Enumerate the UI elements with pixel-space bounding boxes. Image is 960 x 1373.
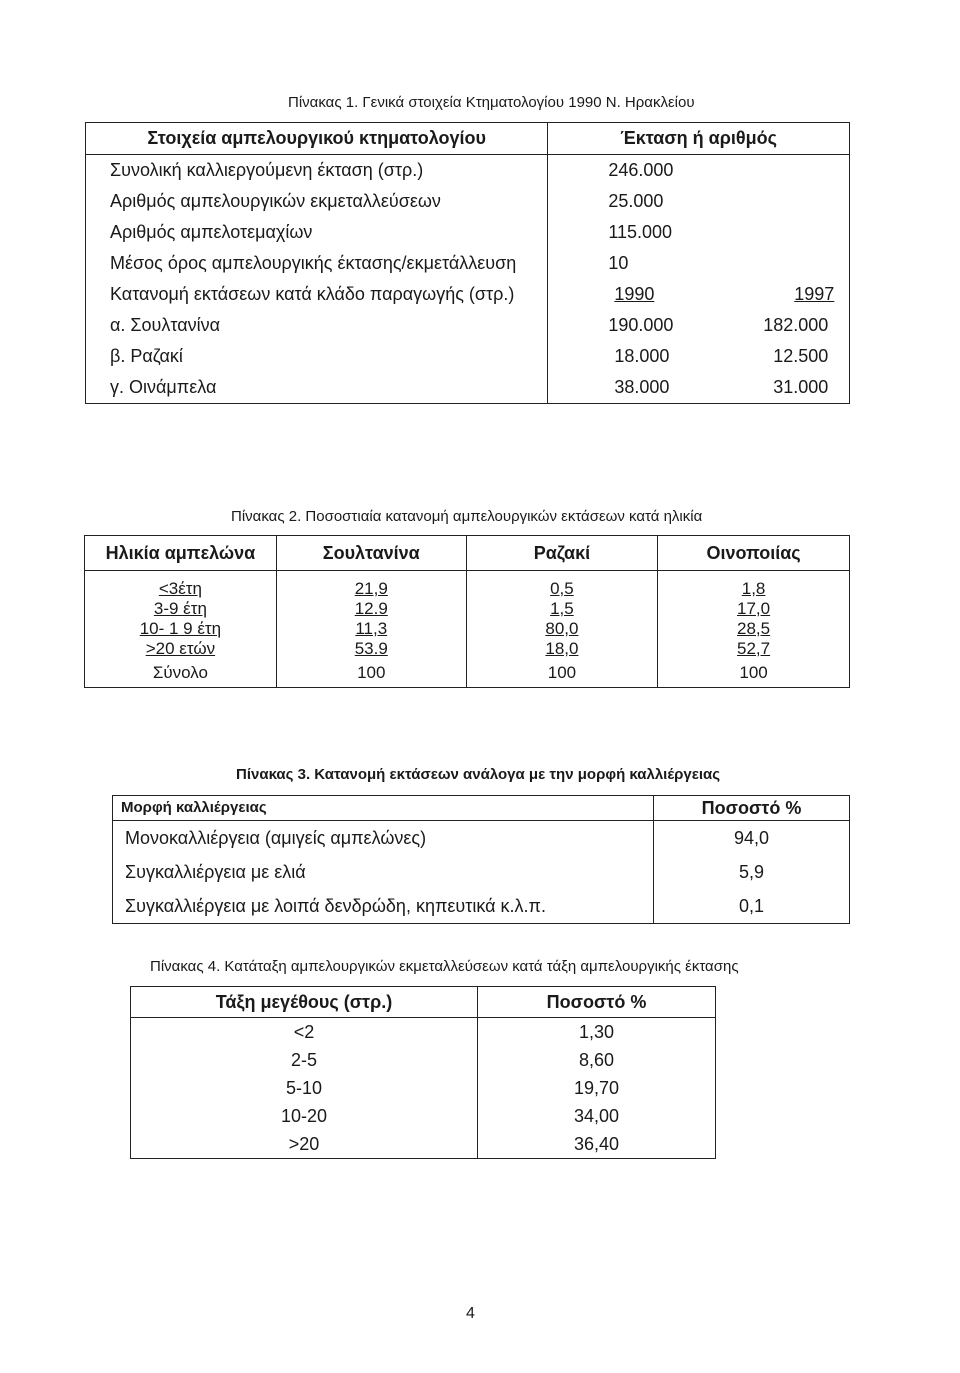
dist-label: Κατανομή εκτάσεων κατά κλάδο παραγωγής (στρ.)	[86, 279, 548, 310]
cell: 52,7	[658, 639, 850, 659]
table3	[112, 795, 850, 924]
table4-header-right: Ποσοστό %	[478, 987, 716, 1018]
year-1997: 1997	[794, 284, 835, 304]
row-value: 19,70	[573, 1078, 620, 1098]
cell: >20 ετών	[145, 639, 216, 658]
table-row	[86, 155, 850, 187]
row-label: Αριθμός αμπελουργικών εκμεταλλεύσεων	[86, 186, 548, 217]
row-label: γ. Οινάμπελα	[86, 372, 548, 404]
row-value: 8,60	[578, 1050, 615, 1070]
cell: 18,0	[466, 639, 657, 659]
table2-caption: Πίνακας 2. Ποσοστιαία κατανομή αμπελουργικών εκτάσεων κατά ηλικία	[231, 508, 703, 525]
table-row	[131, 1046, 716, 1074]
row-value: 34,00	[573, 1106, 620, 1126]
table-row	[113, 889, 850, 924]
table1	[85, 122, 850, 404]
table4-header-row	[131, 987, 716, 1018]
table4-header-left: Τάξη μεγέθους (στρ.)	[131, 987, 478, 1018]
header-oinopoiias: Οινοποιίας	[658, 536, 850, 571]
row-label: β. Ραζακί	[86, 341, 548, 372]
cell: 1,5	[466, 599, 657, 619]
value-1997: 182.000	[763, 315, 829, 335]
table4	[130, 986, 716, 1159]
table-row	[131, 1102, 716, 1130]
table3-caption: Πίνακας 3. Κατανομή εκτάσεων ανάλογα με την μορφή καλλιέργειας	[236, 766, 721, 783]
row-label: <2	[131, 1018, 478, 1047]
table-row	[131, 1130, 716, 1159]
cell: 17,0	[658, 599, 850, 619]
row-value: 0,1	[738, 896, 765, 916]
table1-caption: Πίνακας 1. Γενικά στοιχεία Κτηματολογίου 1990 Ν. Ηρακλείου	[288, 94, 695, 111]
table2-header-row	[85, 536, 850, 571]
cell: 12.9	[276, 599, 466, 619]
cell: 11,3	[276, 619, 466, 639]
cell: 53.9	[276, 639, 466, 659]
page-number: 4	[466, 1305, 475, 1322]
table-row	[85, 579, 850, 599]
row-value: 25.000	[608, 191, 664, 211]
row-value: 115.000	[608, 222, 673, 242]
cell: 80,0	[466, 619, 657, 639]
value-1990: 18.000	[614, 346, 670, 366]
table4-caption: Πίνακας 4. Κατάταξη αμπελουργικών εκμεταλλεύσεων κατά τάξη αμπελουργικής έκτασης	[150, 958, 739, 975]
cell: 100	[276, 659, 466, 688]
row-value: 5,9	[738, 862, 765, 882]
row-value: 36,40	[573, 1134, 620, 1154]
cell: Σύνολο	[152, 663, 208, 682]
value-1997: 12.500	[773, 346, 829, 366]
header-soultanina: Σουλτανίνα	[276, 536, 466, 571]
row-label: 2-5	[131, 1046, 478, 1074]
table3-header-right: Ποσοστό %	[654, 796, 850, 821]
cell: 100	[658, 659, 850, 688]
table2	[84, 535, 850, 688]
row-label: 5-10	[131, 1074, 478, 1102]
table-row	[131, 1018, 716, 1047]
row-value: 246.000	[608, 160, 674, 180]
table-row	[86, 310, 850, 341]
row-label: Μέσος όρος αμπελουργικής έκτασης/εκμετάλλευση	[86, 248, 548, 279]
table-row	[113, 821, 850, 856]
value-1990: 38.000	[614, 377, 670, 397]
table1-header-left: Στοιχεία αμπελουργικού κτηματολογίου	[86, 123, 548, 155]
table-row	[86, 279, 850, 310]
header-age: Ηλικία αμπελώνα	[85, 536, 277, 571]
value-1997: 31.000	[773, 377, 829, 397]
table3-header-left: Μορφή καλλιέργειας	[113, 796, 654, 821]
row-value: 1,30	[578, 1022, 615, 1042]
table-row	[85, 599, 850, 619]
table-row	[85, 639, 850, 659]
table1-header-row	[86, 123, 850, 155]
table-row	[86, 372, 850, 404]
row-value: 10	[608, 253, 629, 273]
table3-header-row	[113, 796, 850, 821]
cell: <3έτη	[158, 579, 202, 598]
row-label: Μονοκαλλιέργεια (αμιγείς αμπελώνες)	[113, 821, 654, 856]
cell: 21,9	[276, 579, 466, 599]
row-label: Αριθμός αμπελοτεμαχίων	[86, 217, 548, 248]
row-label: Συγκαλλιέργεια με ελιά	[113, 855, 654, 889]
table-row	[86, 186, 850, 217]
table-row	[131, 1074, 716, 1102]
cell: 3-9 έτη	[153, 599, 207, 618]
cell: 0,5	[466, 579, 657, 599]
table1-header-right: Έκταση ή αριθμός	[548, 123, 850, 155]
table-row	[85, 659, 850, 688]
cell: 10- 1 9 έτη	[139, 619, 222, 638]
year-1990: 1990	[614, 284, 655, 304]
row-label: 10-20	[131, 1102, 478, 1130]
row-label: Συγκαλλιέργεια με λοιπά δενδρώδη, κηπευτικά κ.λ.π.	[113, 889, 654, 924]
table-row	[113, 855, 850, 889]
cell: 28,5	[658, 619, 850, 639]
cell: 1,8	[658, 579, 850, 599]
cell: 100	[466, 659, 657, 688]
header-razaki: Ραζακί	[466, 536, 657, 571]
table-row	[86, 341, 850, 372]
table-row	[85, 619, 850, 639]
row-label: >20	[131, 1130, 478, 1159]
row-label: Συνολική καλλιεργούμενη έκταση (στρ.)	[86, 155, 548, 187]
table-row	[86, 248, 850, 279]
value-1990: 190.000	[608, 315, 674, 335]
row-value: 94,0	[733, 828, 770, 848]
table-row	[86, 217, 850, 248]
row-label: α. Σουλτανίνα	[86, 310, 548, 341]
